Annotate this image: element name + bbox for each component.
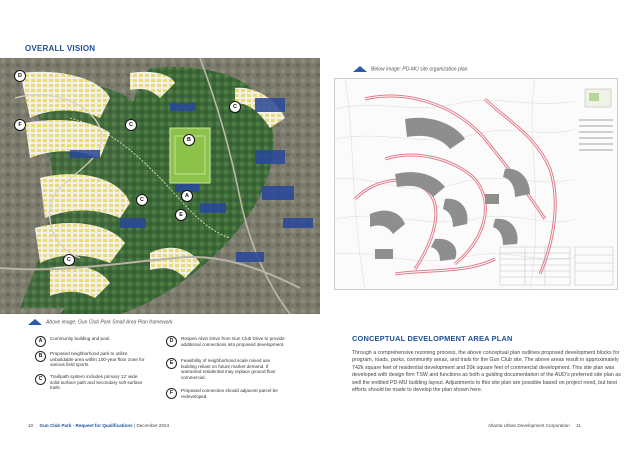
legend-text-c: Trail/path system includes primary 12' wide solid surface path and secondary soft surface trails.	[50, 374, 143, 391]
legend-item-a	[35, 336, 165, 347]
map-caption: Above image: Gun Club Park Small Area Plan framework	[28, 319, 173, 325]
map-marker-e: E	[175, 209, 187, 221]
map-marker-c-center: C	[136, 194, 148, 206]
legend-marker-f: F	[166, 388, 177, 399]
legend-marker-c: C	[35, 374, 46, 385]
legend-text-a: Community building and pool.	[50, 336, 111, 341]
footer-org: Atlanta Urban Development Corporation	[488, 423, 570, 428]
map-marker-c-northeast: C	[229, 101, 241, 113]
conceptual-plan-heading: CONCEPTUAL DEVELOPMENT AREA PLAN	[352, 334, 513, 343]
legend-text-e: Feasibility of neighborhood scale mixed use building reliant on future market demand. If warranted residential may replace ground floor commercial.	[181, 358, 276, 380]
map-marker-b: B	[183, 134, 195, 146]
footer-doc-title: Gun Club Park - Request for Qualifications	[39, 423, 133, 428]
map-marker-d: D	[14, 70, 26, 82]
legend-item-c	[35, 374, 145, 391]
legend-marker-e: E	[166, 358, 177, 369]
site-plan	[334, 78, 618, 290]
map-marker-a: A	[181, 190, 193, 202]
left-page-number: 10	[28, 423, 34, 428]
legend-item-f	[166, 388, 286, 399]
site-plan-graphic	[335, 79, 617, 289]
right-footer	[488, 423, 581, 428]
caption-chevron-icon	[28, 319, 42, 325]
legend-marker-d: D	[166, 336, 177, 347]
framework-map-graphic	[0, 58, 320, 314]
map-marker-c-southwest: C	[63, 254, 75, 266]
legend-item-e	[166, 358, 286, 380]
legend-text-f: Proposed connection should adjacent parcel be redeveloped.	[181, 388, 278, 399]
framework-map	[0, 58, 320, 314]
plan-caption-chevron-icon	[353, 66, 367, 72]
legend-item-d	[166, 336, 286, 347]
map-marker-f: F	[14, 119, 26, 131]
conceptual-plan-body: Through a comprehensive rezoning process, the above conceptual plan outlines proposed development blocks for program, roads, parks, community areas, and trails for the Gun Club site. The above areas result in approximately 742k square feet of residential development and 20k square feet of commercial development. This site plan was developed with design firm TSW and functions as both a guiding documentation of the AUD's preferred site plan as well the entitled PD-MU building layout. Adjustments to this site plan are possible based on project need, but best efforts should be made to develop the plan shown here.	[352, 350, 621, 394]
right-page-number: 11	[576, 423, 581, 428]
legend-item-b	[35, 351, 145, 368]
plan-caption: Below image: PD-MU site organization plan.	[353, 66, 469, 72]
footer-date: December 2024	[136, 423, 170, 428]
left-footer: 10 Gun Club Park - Request for Qualifications | December 2024	[28, 423, 170, 428]
overall-vision-heading: OVERALL VISION	[25, 44, 96, 53]
legend-marker-a: A	[35, 336, 46, 347]
legend-text-d: Reopen Alvin Drive from Gun Club Drive to provide additional connections into proposed development.	[181, 336, 285, 347]
legend-marker-b: B	[35, 351, 46, 362]
legend-text-b: Proposed neighborhood park to utilize unbuildable area within 100-year floor zone for various field sports.	[50, 351, 145, 368]
map-marker-c-north: C	[125, 119, 137, 131]
